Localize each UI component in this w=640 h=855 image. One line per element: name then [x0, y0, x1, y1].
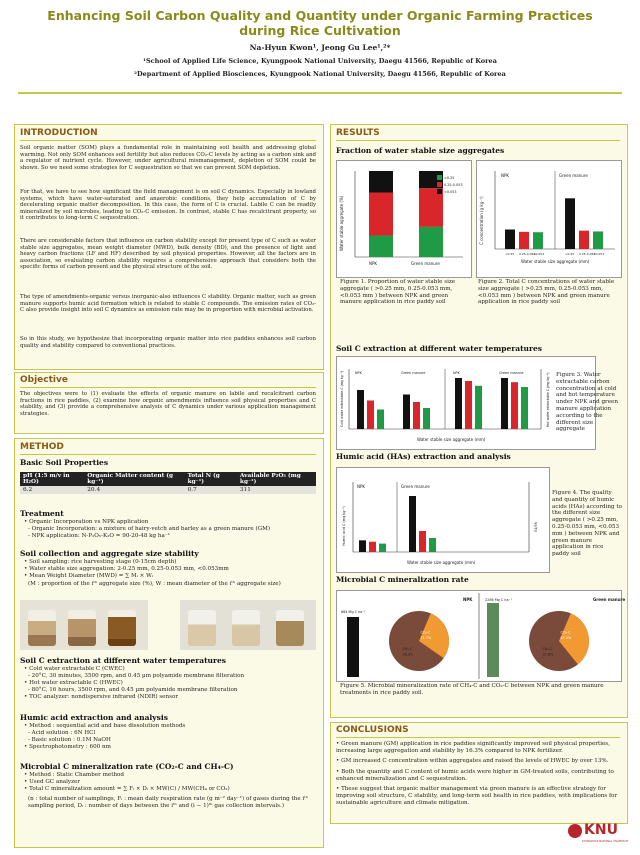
objective-text: The objectives were to (1) evaluate the effects of organic manure on labile and recalcitrant carbon fractions in rice paddies, (2) examine how organic amendments influence soil physical properties and C stability, and (3) provide a comprehensive analysis of C dynamics under various application management strategies.	[20, 391, 316, 417]
table-cell-tn: 0.7	[185, 486, 237, 494]
fig1-bar-segment	[369, 236, 393, 258]
extraction-item: - 20°C, 30 minutes, 3500 rpm, and 0.45 µm polyamide membrane filteration	[28, 673, 245, 679]
collection-item: (M : proportion of the iᵗʰ aggregate size (%), W : mean diameter of the iᵗʰ aggregate size)	[28, 581, 281, 587]
fig3-bar	[367, 401, 374, 430]
fig4-bar	[419, 531, 426, 552]
fig2-svg	[477, 161, 621, 277]
poster-title	[40, 8, 600, 38]
title-line-2: during Rice Cultivation	[239, 23, 401, 38]
fig5-npk-co2-pct: 71.7%	[420, 635, 432, 640]
sample-beaker	[28, 610, 56, 646]
fig4-bar	[409, 496, 416, 552]
table-header-tn: Total N (g kg⁻¹)	[185, 472, 237, 486]
fig5-npk-bar-label: 684 Mg C ha⁻¹	[341, 610, 366, 614]
method-rule	[20, 454, 316, 455]
title-line-1: Enhancing Soil Carbon Quality and Quantity under Organic Farming Practices	[47, 8, 593, 23]
soil-properties-table	[20, 472, 316, 494]
fig3-bar	[521, 387, 528, 429]
figure-2-caption: Figure 2. Total C concentrations of water stable size aggregate ( >0.25 mm, 0.25-0.053 mm, <0.053 mm ) between NPK and green manure application in rice paddy soil	[478, 279, 615, 306]
conclusion-item: • These suggest that organic matter management via green manure is an effective strategy for improving soil structure, C stability, and long-term soil health in rice paddies, with implications for sustainable agriculture and climate mitigation.	[336, 786, 618, 806]
collection-item: • Soil sampling: rice harvesting stage (0-15cm depth)	[24, 559, 177, 565]
table-header-ph: pH (1:5 m/v in H₂O)	[20, 472, 84, 486]
mineral-item: (n : total number of samplings, Fᵢ : mean daily respiration rate (g m⁻² day⁻¹) of gases during the iᵗʰ sampling period, Dᵢ : number of days between the iᵗʰ and (i − 1)ᵗʰ gas collection intervals.)	[28, 796, 309, 809]
fig3-bar	[455, 378, 462, 429]
fig3-y-label-left: Cold water extractable C (mg kg⁻¹)	[340, 370, 344, 427]
results-mineral-heading: Microbial C mineralization rate	[336, 575, 469, 584]
gm-sample-photo	[180, 600, 316, 650]
fig2-x-tick: 0.25-0.053	[519, 252, 536, 256]
fig3-bar	[475, 386, 482, 429]
fig1-legend-label: <0.053	[444, 190, 457, 194]
fig5-gm-bar-label: 2286 Mg C ha⁻¹	[485, 598, 512, 602]
mineral-method-heading: Microbial C mineralization rate (CO₂-C and CH₄-C)	[20, 762, 234, 771]
method-heading: METHOD	[20, 442, 64, 452]
fig3-bar	[501, 378, 508, 429]
authors: Na-Hyun Kwon¹, Jeong Gu Lee¹,²*	[249, 43, 391, 52]
objective-heading: Objective	[20, 375, 68, 385]
fig4-x-label: Water stable size aggregate (mm)	[407, 560, 476, 565]
humic-item: - Acid solution : 6N HCl	[28, 730, 96, 736]
logo-text: KNU	[584, 822, 618, 838]
fig5-npk-co2-label: CO₂-C	[420, 630, 431, 635]
fig3-panel-label: Green manure	[499, 371, 524, 375]
fig5-gm-ch4-pct: 32.8%	[542, 652, 554, 657]
fig3-bar	[403, 395, 410, 430]
fig2-x-label: Water stable size aggregate (mm)	[521, 259, 590, 264]
results-extraction-heading: Soil C extraction at different water temperatures	[336, 344, 542, 353]
extraction-method-heading: Soil C extraction at different water temperatures	[20, 656, 226, 665]
intro-paragraph-3: There are considerable factors that influence on carbon stability except for present type of C such as water stable size aggregates, mean weight diameter (MWD), bulk density (BD), and the presence of light and heavy carbon fractions (LF and HF) described by soil physical properties. However, all the factors are in association, so evaluating carbon stability requires a comprehensive approach that considers both the specific forms of carbon present and the physical structure of the soil.	[20, 238, 316, 271]
fig4-bar	[379, 544, 386, 552]
fig3-panel-label: Green manure	[401, 371, 426, 375]
treatment-heading: Treatment	[20, 509, 64, 518]
intro-paragraph-5: So in this study, we hypothesize that incorporating organic matter into rice paddies enhances soil carbon quality and stability compared to conventional practices.	[20, 336, 316, 349]
table-header-p2o5: Available P₂O₅ (mg kg⁻¹)	[237, 472, 316, 486]
objective-rule	[20, 387, 316, 388]
fig2-group-label: Green manure	[559, 173, 588, 178]
fig5-gm-co2-pct: 67.2%	[560, 635, 572, 640]
extraction-item: • Cold water extractable C (CWEC)	[24, 666, 125, 672]
fig1-bar-segment	[419, 227, 443, 257]
fig3-bar	[357, 390, 364, 429]
fig4-svg	[337, 468, 549, 572]
fig2-bar	[505, 230, 515, 250]
fig3-bar	[377, 410, 384, 430]
fig1-legend-swatch	[437, 175, 442, 180]
fig1-y-label: Water stable aggregate (%)	[339, 195, 344, 251]
sample-beaker	[68, 610, 96, 646]
fig3-bar	[423, 408, 430, 429]
fig1-x-tick: NPK	[369, 261, 378, 266]
fig2-group-label: NPK	[501, 173, 510, 178]
fig2-x-tick: >0.25	[565, 252, 575, 256]
fig5-svg	[337, 591, 626, 681]
mineral-item: • Total C mineralization amount = ∑ Fᵢ × Dᵢ × MW(C) / MW(CH₄ or CO₂)	[24, 786, 230, 792]
fig2-x-tick: >0.25	[505, 252, 515, 256]
basic-soil-heading: Basic Soil Properties	[20, 458, 109, 467]
fig2-x-tick: 0.25-0.053	[579, 252, 596, 256]
humic-item: - Basic solution : 0.1M NaOH	[28, 737, 111, 743]
table-cell-p2o5: 311	[237, 486, 316, 494]
fig1-bar-segment	[419, 188, 443, 227]
figure-4-caption: Figure 4. The quality and quantity of humic acids (HAs) according to the different size aggregate ( >0.25 mm, 0.25-0.053 mm, <0.053 mm ) between NPK and green manure application in rice paddy soil	[552, 490, 623, 558]
introduction-heading: INTRODUCTION	[20, 128, 98, 138]
conclusion-item: • Green manure (GM) application in rice paddies significantly improved soil physical properties, increasing large aggregation and stability by 16.3% compared to NPK fertilizer.	[336, 741, 610, 754]
treatment-item: • Organic Incorporation vs NPK application	[24, 519, 149, 525]
fig1-legend-label: 0.25-0.053	[444, 183, 463, 187]
fig4-bar	[369, 542, 376, 552]
table-cell-ph: 6.2	[20, 486, 84, 494]
extraction-item: • TOC analyzer: nondispersive infrared (NDIR) sensor	[24, 694, 179, 700]
fig5-gm-ch4-label: CH₄-C	[542, 647, 553, 651]
fraction-heading: Fraction of water stable size aggregates	[336, 146, 505, 155]
fig5-npk-ch4-label: CH₄-C	[402, 647, 413, 651]
mineral-item: • Method : Static Chamber method	[24, 772, 124, 778]
fig5-npk-total-bar	[347, 617, 359, 677]
fig4-panel-label: NPK	[357, 484, 366, 489]
npk-sample-photo	[20, 600, 148, 650]
fig5-gm-co2-label: CO₂-C	[560, 630, 571, 635]
figure-4-chart	[336, 467, 550, 573]
fig2-bar	[579, 231, 589, 249]
treatment-item: - Organic Incorporation: a mixture of hairy-vetch and barley as a green manure (GM)	[28, 526, 271, 532]
fig3-x-label: Water stable size aggregate (mm)	[417, 437, 486, 442]
fig3-bar	[511, 382, 518, 429]
intro-paragraph-1: Soil organic matter (SOM) plays a fundamental role in maintaining soil health and addressing global warming. Not only SOM enhances soil fertility but also reduces CO₂-C levels by acting as a carbon sink and a regulator of nutrient cycle. However, under agricultural mismanagement, depletion of SOM could be shown. So we need some strategies for C sequestration so that we can prevent SOM depletion.	[20, 145, 316, 171]
extraction-item: • Hot water extractable C (HWEC)	[24, 680, 123, 686]
fig3-bar	[413, 402, 420, 429]
soil-sample-photos	[20, 600, 316, 650]
figure-5-caption: Figure 5. Microbial mineralization rate of CH₄-C and CO₂-C between NPK and green manure treatments in rice paddy soil.	[340, 683, 604, 696]
affiliation-1: ¹School of Applied Life Science, Kyungpook National University, Daegu 41566, Republic of Korea	[143, 57, 497, 65]
fig2-x-tick: <0.053	[533, 252, 545, 256]
fig2-x-tick: <0.053	[593, 252, 605, 256]
fig5-gm-total-bar	[487, 603, 499, 677]
fig4-bar	[429, 538, 436, 552]
conclusions-rule	[336, 737, 620, 738]
results-humic-heading: Humic acid (HAs) extraction and analysis	[336, 452, 511, 461]
fig2-bar	[593, 231, 603, 249]
fig5-gm-label: Green manure	[593, 597, 626, 602]
fig5-npk-label: NPK	[463, 597, 473, 602]
intro-paragraph-4: The type of amendments-organic versus inorganic-also influences C stability. Organic matter, such as green manure supports humic acid formation which is related to stable C compounds. The emission rates of CO₂-C also provide insight into soil C dynamics as emission rate may be in proportion with microbial activation.	[20, 294, 316, 314]
results-rule	[336, 140, 620, 141]
mineral-item: • Used GC analyzer	[24, 779, 81, 785]
figure-2-chart	[476, 160, 622, 278]
fig3-y-label-right: Hot water extractable C (mg kg⁻¹)	[546, 372, 550, 427]
affiliation-2: ²Department of Applied Biosciences, Kyungpook National University, Daegu 41566, Republic of Korea	[134, 70, 506, 78]
fig4-bar	[359, 540, 366, 552]
fig5-npk-ch4-pct: 28.3%	[402, 652, 414, 657]
collection-item: • Water stable size aggregation: 2-0.25 mm, 0.25-0.053 mm, <0.053mm	[24, 566, 229, 572]
extraction-item: - 80°C, 16 hours, 3500 rpm, and 0.45 µm polyamide membrane filteration	[28, 687, 238, 693]
intro-paragraph-2: For that, we have to see how significant the field management is on soil C dynamics. Especially in lowland systems, which have water-saturated and anaerobic conditions, they help accumulation of C by decelerating organic matter decomposition. In this case, the form of C is crucial. Labile C can be readily mineralized by soil microbes, leading to CO₂-C emission. In contrast, stable C has recalcitrant property, so it contributes to long-term C sequestration.	[20, 189, 316, 222]
figure-1-caption: Figure 1. Proportion of water stable size aggregate ( >0.25 mm, 0.25-0.053 mm, <0.053 mm ) between NPK and green manure application in rice paddy soil	[340, 279, 456, 306]
fig3-panel-label: NPK	[453, 371, 460, 375]
results-heading: RESULTS	[336, 128, 380, 138]
figure-5-chart	[336, 590, 626, 682]
fig2-bar	[533, 232, 543, 249]
fig4-y-label-right: E4/E6	[534, 522, 538, 532]
fig1-x-tick: Green manure	[411, 261, 440, 266]
fig2-bar	[565, 198, 575, 249]
sample-beaker	[232, 610, 260, 646]
fig4-y-label-left: Humic acid C (mg kg⁻¹)	[342, 506, 346, 546]
treatment-item: - NPK application: N-P₂O₅-K₂O = 90-20-48 kg ha⁻¹	[28, 533, 171, 539]
humic-method-heading: Humic acid extraction and analysis	[20, 713, 168, 722]
fig2-bar	[519, 232, 529, 249]
conclusions-heading: CONCLUSIONS	[336, 725, 409, 735]
sample-beaker	[276, 610, 304, 646]
introduction-rule	[20, 140, 316, 141]
fig1-bar-segment	[369, 193, 393, 236]
fig3-panel-label: NPK	[355, 371, 362, 375]
humic-item: • Spectrophotometry : 600 nm	[24, 744, 111, 750]
header-divider	[18, 92, 622, 94]
figure-3-caption: Figure 3. Water extractable carbon concentration at cold and hot temperature under NPK and green manure application according to the different size aggregate	[556, 372, 618, 433]
collection-item: • Mean Weight Diameter (MWD) = ∑ Mᵢ × Wᵢ	[24, 573, 153, 579]
conclusion-item: • GM increased C concentration within aggregates and raised the levels of HWEC by over 13%.	[336, 758, 609, 764]
fig1-legend-swatch	[437, 189, 442, 194]
logo-subtext: KYUNGPOOK NATIONAL UNIVERSITY	[582, 840, 629, 843]
humic-item: • Method : sequential acid and base dissolution methods	[24, 723, 186, 729]
fig1-svg	[337, 161, 471, 277]
fig1-legend-swatch	[437, 182, 442, 187]
fig4-panel-label: Green manure	[401, 484, 430, 489]
figure-1-chart	[336, 160, 472, 278]
knu-emblem-icon	[568, 824, 582, 838]
sample-beaker	[188, 610, 216, 646]
sample-beaker	[108, 610, 136, 646]
fig2-y-label: C concentration (g kg⁻¹)	[479, 196, 484, 245]
conclusion-item: • Both the quantity and C content of humic acids were higher in GM-treated soils, contributing to enhanced mineralization and C sequestration.	[336, 769, 614, 782]
fig1-bar-segment	[369, 171, 393, 193]
collection-heading: Soil collection and aggregate size stability	[20, 549, 199, 558]
table-header-om: Organic Matter content (g kg⁻¹)	[84, 472, 184, 486]
table-cell-om: 20.4	[84, 486, 184, 494]
fig1-legend-label: >0.25	[444, 176, 455, 180]
fig3-bar	[465, 381, 472, 429]
